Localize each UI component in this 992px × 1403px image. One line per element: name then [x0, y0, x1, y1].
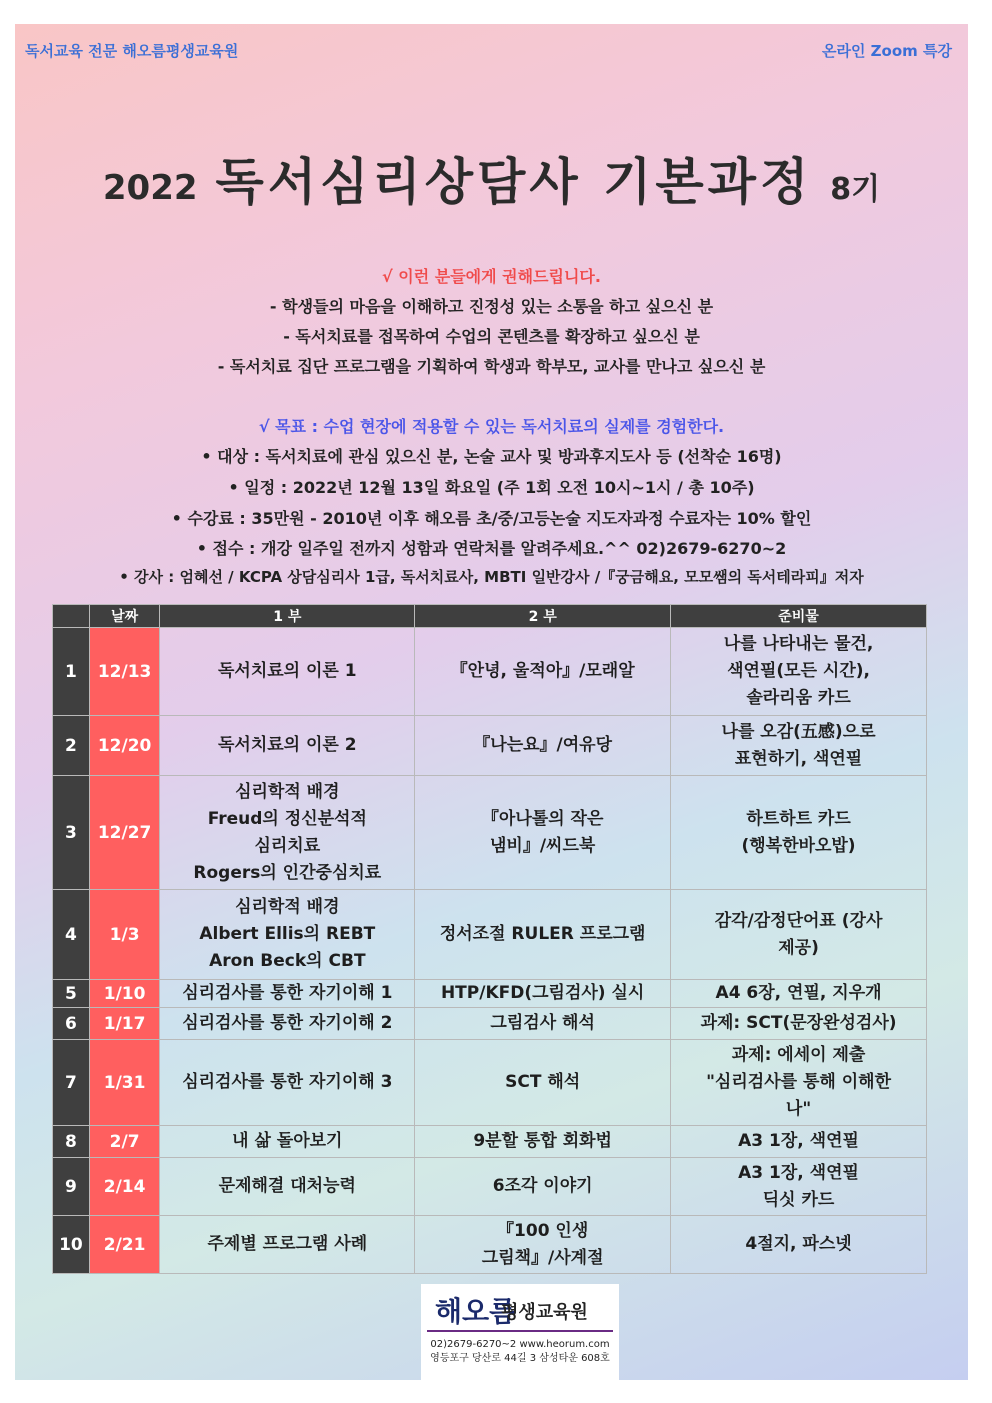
header-right: 온라인 Zoom 특강 [821, 42, 952, 60]
row-prep-line: 솔라리움 카드 [746, 688, 851, 708]
row-number: 2 [53, 716, 90, 776]
row-prep [671, 628, 927, 716]
row-part1-line: Freud의 정신분석적 [207, 808, 367, 829]
info-fee: • 수강료 : 35만원 - 2010년 이후 해오름 초/중/고등논술 지도자과정 수료자는 10% 할인 [171, 509, 812, 528]
row-part2 [415, 716, 671, 776]
row-number: 5 [53, 980, 90, 1008]
table-row [53, 1216, 927, 1274]
recommend-item: - 학생들의 마음을 이해하고 진정성 있는 소통을 하고 싶으신 분 [269, 297, 714, 316]
row-part1-line: 심리학적 배경 [235, 781, 340, 802]
row-part1 [160, 890, 415, 980]
row-prep [671, 1126, 927, 1158]
recommend-item: - 독서치료를 접목하여 수업의 콘텐츠를 확장하고 싶으신 분 [283, 327, 700, 346]
row-prep [671, 716, 927, 776]
row-prep-line: 나를 오감(五感)으로 [721, 721, 876, 742]
row-part2-line: 그림검사 해석 [490, 1013, 595, 1033]
row-date: 2/7 [89, 1126, 160, 1158]
row-prep-line: 표현하기, 색연필 [734, 748, 863, 769]
row-date: 1/17 [89, 1008, 160, 1040]
row-date: 1/10 [89, 980, 160, 1008]
table-row [53, 1008, 927, 1040]
header-date: 날짜 [89, 605, 160, 628]
row-prep [671, 776, 927, 890]
logo-contact [425, 1338, 615, 1366]
row-part2 [415, 1126, 671, 1158]
title-main: 독서심리상담사 기본과정 [215, 153, 813, 211]
row-part2-line: 『100 인생 [497, 1220, 589, 1241]
row-part2-line: SCT 해석 [505, 1072, 581, 1092]
recommend-item: - 독서치료 집단 프로그램을 기획하여 학생과 학부모, 교사를 만나고 싶으신 분 [217, 357, 766, 376]
recommend-heading: √ 이런 분들에게 권해드립니다. [382, 267, 601, 286]
row-number: 9 [53, 1158, 90, 1216]
poster [15, 24, 968, 1380]
row-part1-line: 심리치료 [254, 835, 321, 856]
row-number: 8 [53, 1126, 90, 1158]
row-part2 [415, 890, 671, 980]
row-part2 [415, 1158, 671, 1216]
logo-box [421, 1284, 619, 1380]
row-date: 1/31 [89, 1040, 160, 1126]
row-prep-line: 나를 나타내는 물건, [723, 634, 874, 654]
row-part2 [415, 1216, 671, 1274]
row-part2-line: 『안녕, 울적아』/모래알 [450, 661, 635, 681]
row-part2 [415, 1008, 671, 1040]
row-date: 12/27 [89, 776, 160, 890]
table-row [53, 776, 927, 890]
table-row [53, 1158, 927, 1216]
row-number: 4 [53, 890, 90, 980]
row-part2-line: 냄비』/씨드북 [489, 835, 596, 856]
row-prep-line: 제공) [778, 937, 819, 958]
row-prep-line: (행복한바오밥) [741, 835, 856, 856]
logo-name: 평생교육원 [501, 1302, 588, 1323]
row-prep-line: A4 6장, 연필, 지우개 [715, 983, 882, 1003]
header-prep: 준비물 [671, 605, 927, 628]
row-part1 [160, 1158, 415, 1216]
row-part2-line: 정서조절 RULER 프로그램 [439, 924, 646, 944]
table-row [53, 716, 927, 776]
row-part1-line: 주제별 프로그램 사례 [207, 1234, 368, 1254]
row-prep [671, 1008, 927, 1040]
row-prep-line: 색연필(모든 시간), [727, 661, 870, 681]
row-part1-line: Albert Ellis의 REBT [199, 924, 376, 944]
row-part1 [160, 1008, 415, 1040]
row-part1-line: 심리검사를 통한 자기이해 2 [182, 1013, 393, 1033]
row-part2-line: 6조각 이야기 [492, 1176, 593, 1196]
goal-heading: √ 목표 : 수업 현장에 적용할 수 있는 독서치료의 실제를 경험한다. [258, 417, 725, 436]
row-prep-line: 과제: SCT(문장완성검사) [700, 1013, 897, 1033]
row-part1-line: 내 삶 돌아보기 [232, 1131, 343, 1151]
row-part1 [160, 1216, 415, 1274]
logo-mark: 해오름 [435, 1295, 517, 1328]
row-date: 12/13 [89, 628, 160, 716]
row-prep [671, 1216, 927, 1274]
header-no [53, 605, 90, 628]
row-part1 [160, 716, 415, 776]
contact-line: 02)2679-6270~2 www.heorum.com [430, 1339, 610, 1350]
row-part2 [415, 1040, 671, 1126]
row-date: 2/14 [89, 1158, 160, 1216]
row-prep [671, 890, 927, 980]
row-part1-line: 심리학적 배경 [235, 897, 340, 917]
row-part2-line: 그림책』/사계절 [481, 1247, 604, 1268]
table-row [53, 1040, 927, 1126]
schedule-table [52, 604, 927, 1274]
row-prep [671, 980, 927, 1008]
row-date: 1/3 [89, 890, 160, 980]
row-part1 [160, 1126, 415, 1158]
address-line: 영등포구 당산로 44길 3 삼성타운 608호 [430, 1353, 610, 1364]
row-prep-line: 딕싯 카드 [762, 1189, 835, 1210]
row-part2 [415, 776, 671, 890]
row-number: 10 [53, 1216, 90, 1274]
row-prep [671, 1040, 927, 1126]
row-part1-line: Rogers의 인간중심치료 [193, 862, 382, 883]
row-prep-line: "심리검사를 통해 이해한 [706, 1072, 891, 1092]
row-prep [671, 1158, 927, 1216]
row-part2-line: 『나는요』/여유당 [473, 735, 613, 755]
table-header-row [53, 605, 927, 628]
row-part1-line: 심리검사를 통한 자기이해 1 [182, 983, 393, 1003]
info-target: • 대상 : 독서치료에 관심 있으신 분, 논술 교사 및 방과후지도사 등 (선착순 16명) [201, 447, 782, 466]
row-part1 [160, 1040, 415, 1126]
row-prep-line: 나" [785, 1099, 812, 1119]
row-prep-line: 과제: 에세이 제출 [731, 1045, 866, 1065]
row-date: 2/21 [89, 1216, 160, 1274]
row-prep-line: 감각/감정단어표 (강사 [714, 910, 883, 931]
row-date: 12/20 [89, 716, 160, 776]
row-part2-line: 9분할 통합 회화법 [473, 1131, 612, 1151]
row-part2 [415, 980, 671, 1008]
row-prep-line: A3 1장, 색연필 [738, 1131, 859, 1151]
table-row [53, 980, 927, 1008]
page-title [15, 142, 968, 214]
row-number: 1 [53, 628, 90, 716]
row-part2-line: HTP/KFD(그림검사) 실시 [440, 983, 645, 1003]
row-number: 7 [53, 1040, 90, 1126]
row-prep-line: 하트하트 카드 [746, 808, 851, 829]
header-part1: 1 부 [160, 605, 415, 628]
row-part1 [160, 980, 415, 1008]
row-number: 6 [53, 1008, 90, 1040]
info-instructor: • 강사 : 엄혜선 / KCPA 상담심리사 1급, 독서치료사, MBTI 일반강사 /『궁금해요, 모모쌤의 독서테라피』저자 [119, 568, 864, 586]
row-part2-line: 『아나톨의 작은 [481, 808, 604, 829]
row-number: 3 [53, 776, 90, 890]
row-part1-line: 문제해결 대처능력 [218, 1176, 356, 1196]
row-part1-line: 독서치료의 이론 2 [217, 735, 357, 755]
header-left: 독서교육 전문 해오름평생교육원 [25, 42, 239, 60]
table-row [53, 628, 927, 716]
table-row [53, 890, 927, 980]
table-row [53, 1126, 927, 1158]
row-part1-line: Aron Beck의 CBT [209, 951, 366, 971]
title-gen: 8기 [830, 172, 881, 207]
row-part1 [160, 628, 415, 716]
logo-divider [427, 1330, 613, 1332]
row-prep-line: 4절지, 파스넷 [745, 1234, 852, 1254]
row-prep-line: A3 1장, 색연필 [738, 1162, 859, 1183]
info-schedule: • 일정 : 2022년 12월 13일 화요일 (주 1회 오전 10시~1시 / 총 10주) [228, 478, 755, 497]
row-part1-line: 심리검사를 통한 자기이해 3 [182, 1072, 393, 1092]
info-apply: • 접수 : 개강 일주일 전까지 성함과 연락처를 알려주세요.^^ 02)2679-6270~2 [196, 539, 787, 558]
title-year: 2022 [102, 168, 198, 208]
row-part2 [415, 628, 671, 716]
row-part1 [160, 776, 415, 890]
header-part2: 2 부 [415, 605, 671, 628]
row-part1-line: 독서치료의 이론 1 [217, 661, 357, 681]
